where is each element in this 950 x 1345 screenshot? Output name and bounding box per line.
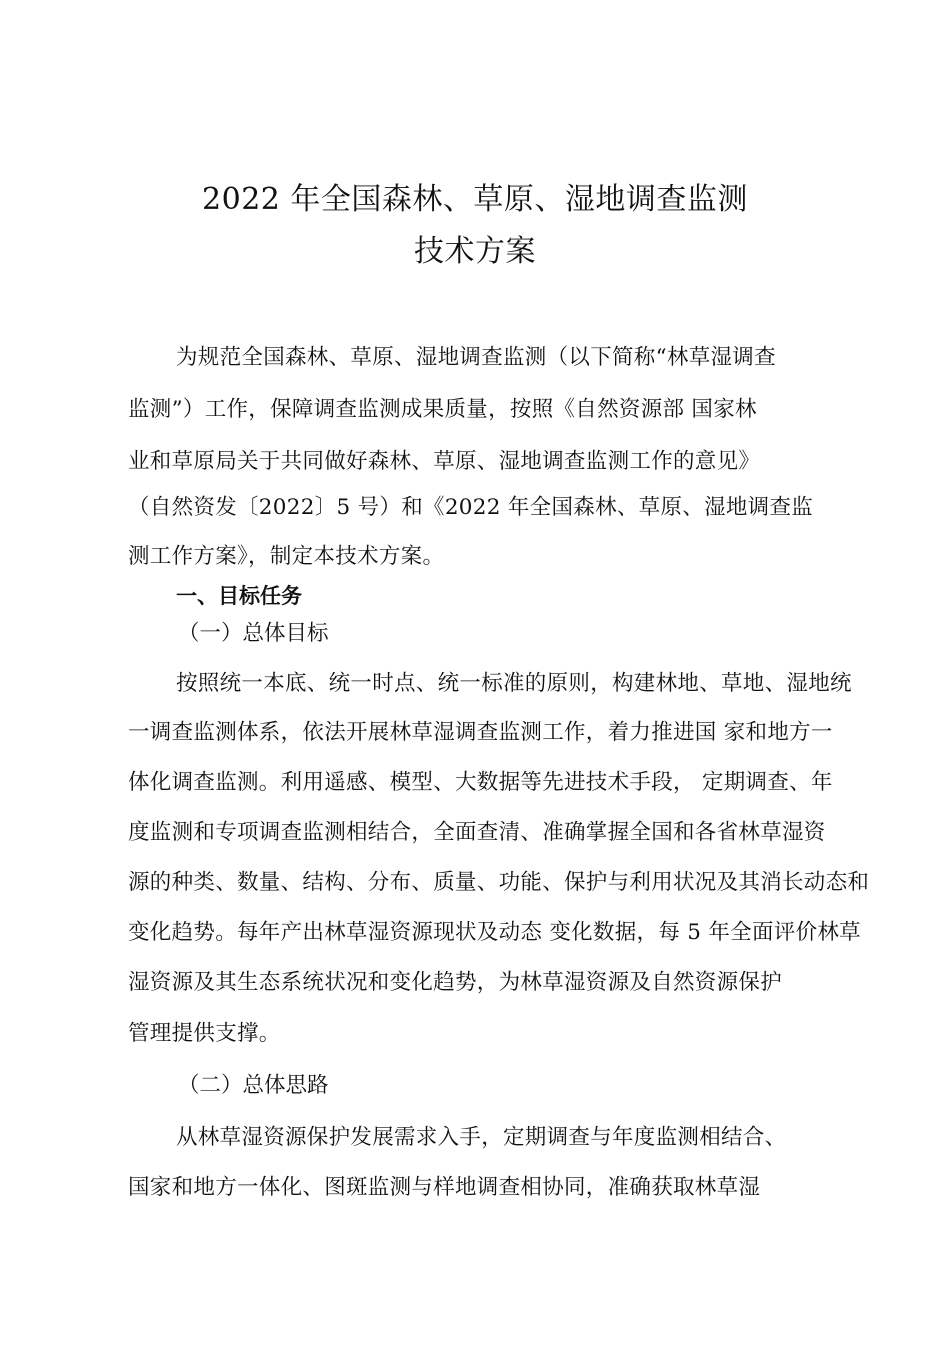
goal-paragraph-line: 源的种类、数量、结构、分布、质量、功能、保护与利用状况及其消长动态和: [128, 870, 870, 895]
subsection-heading-overall-goal: （一）总体目标: [178, 621, 329, 646]
approach-paragraph-line: 国家和地方一体化、图斑监测与样地调查相协同，准确获取林草湿: [128, 1175, 761, 1200]
intro-paragraph-line: （自然资发〔2022〕5 号）和《2022 年全国森林、草原、湿地调查监: [128, 495, 814, 520]
document-title-line-1: 2022 年全国森林、草原、湿地调查监测: [202, 182, 748, 217]
goal-paragraph-line: 按照统一本底、统一时点、统一标准的原则，构建林地、草地、湿地统: [176, 671, 852, 696]
goal-paragraph-line: 一调查监测体系，依法开展林草湿调查监测工作，着力推进国 家和地方一: [128, 720, 833, 745]
intro-paragraph-line: 为规范全国森林、草原、湿地调查监测（以下简称“林草湿调查: [176, 345, 776, 370]
subsection-heading-overall-approach: （二）总体思路: [178, 1073, 329, 1098]
intro-paragraph-line: 业和草原局关于共同做好森林、草原、湿地调查监测工作的意见》: [128, 449, 761, 474]
goal-paragraph-line: 度监测和专项调查监测相结合，全面查清、准确掌握全国和各省林草湿资: [128, 820, 826, 845]
goal-paragraph-line: 湿资源及其生态系统状况和变化趋势，为林草湿资源及自然资源保护: [128, 970, 783, 995]
goal-paragraph-line: 管理提供支撑。: [128, 1021, 281, 1046]
document-title-line-2: 技术方案: [414, 234, 536, 269]
goal-paragraph-line: 体化调查监测。利用遥感、模型、大数据等先进技术手段， 定期调查、年: [128, 770, 833, 795]
approach-paragraph-line: 从林草湿资源保护发展需求入手，定期调查与年度监测相结合、: [176, 1125, 787, 1150]
intro-paragraph-line: 监测”）工作，保障调查监测成果质量，按照《自然资源部 国家林: [128, 397, 757, 422]
section-heading-goals: 一、目标任务: [176, 584, 302, 608]
goal-paragraph-line: 变化趋势。每年产出林草湿资源现状及动态 变化数据，每 5 年全面评价林草: [128, 920, 861, 945]
intro-paragraph-line: 测工作方案》，制定本技术方案。: [128, 544, 445, 569]
